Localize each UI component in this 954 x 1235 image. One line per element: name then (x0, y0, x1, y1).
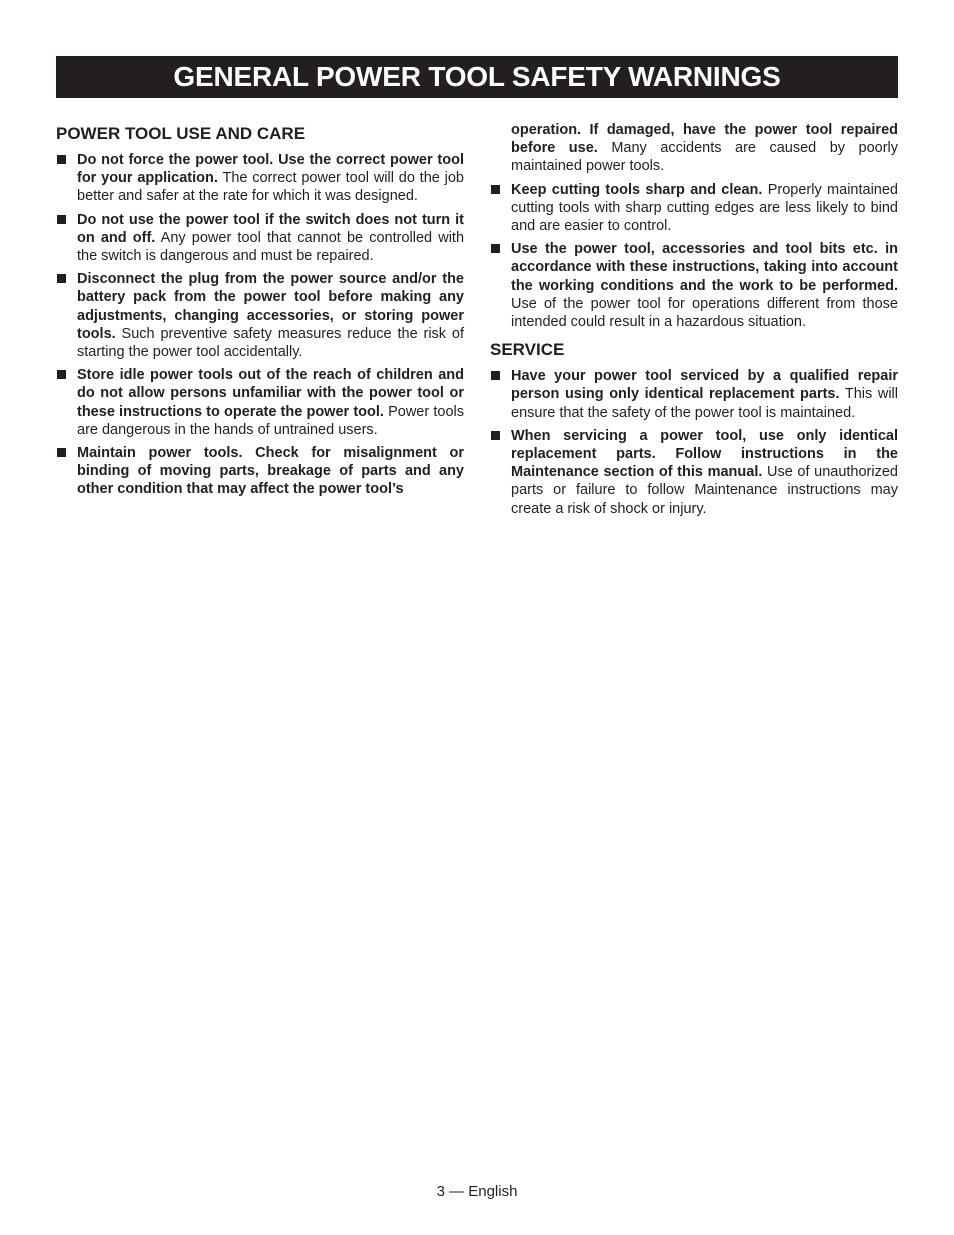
item-bold-text: Disconnect the plug from the power source and/or the battery pack from the power tool before making any adjustments, changing accessories, or storing power tools. (77, 271, 464, 342)
item-body-text: Use of the power tool for operations different from those intended could result in a hazardous situation. (511, 295, 898, 331)
item-bold-text: operation. If damaged, have the power tool repaired before use. (511, 122, 898, 157)
square-bullet-icon (491, 371, 500, 380)
list-item (490, 367, 898, 422)
item-body-text: This will ensure that the safety of the power tool is maintained. (511, 386, 898, 421)
item-body-text: Many accidents are caused by poorly maintained power tools. (511, 140, 899, 175)
square-bullet-icon (57, 274, 66, 283)
list-item (56, 270, 464, 361)
item-bold-text: Store idle power tools out of the reach of children and do not allow persons unfamiliar with the power tool or these instructions to operate the power tool. (77, 367, 464, 420)
item-bold-text: When servicing a power tool, use only identical replacement parts. Follow instructions in the Maintenance section of this manual. (511, 427, 898, 481)
page-number-label: 3 — English (436, 1183, 518, 1200)
square-bullet-icon (491, 185, 500, 194)
item-bold-text: Maintain power tools. Check for misalignment or binding of moving parts, breakage of parts and any other condition that may affect the power tool’s (77, 445, 464, 498)
list-item-continuation (490, 121, 898, 176)
square-bullet-icon (57, 370, 66, 379)
page-title-banner (56, 56, 898, 98)
item-body-text: The correct power tool will do the job better and safer at the rate for which it was designed. (77, 170, 464, 205)
list-item (56, 151, 464, 206)
item-bold-text: Use the power tool, accessories and tool bits etc. in accordance with these instructions, taking into account the working conditions and the work to be performed. (511, 241, 898, 294)
item-body-text: Use of unauthorized parts or failure to follow Maintenance instructions may create a risk of shock or injury. (511, 464, 898, 517)
square-bullet-icon (491, 431, 500, 440)
list-item (56, 366, 464, 439)
service-list (490, 367, 898, 518)
section-heading-use-and-care: POWER TOOL USE AND CARE (56, 124, 306, 143)
square-bullet-icon (57, 448, 66, 457)
page-footer (0, 1183, 954, 1200)
list-item (56, 211, 464, 266)
list-item (490, 181, 898, 236)
square-bullet-icon (57, 215, 66, 224)
square-bullet-icon (491, 244, 500, 253)
item-bold-text: Do not use the power tool if the switch does not turn it on and off. (77, 211, 464, 246)
item-bold-text: Keep cutting tools sharp and clean. (511, 181, 763, 198)
section-heading-service: SERVICE (490, 340, 565, 360)
right-column (490, 121, 898, 523)
use-and-care-list (56, 151, 464, 499)
item-body-text: Properly maintained cutting tools with sharp cutting edges are less likely to bind and are easier to control. (511, 181, 898, 235)
page-title: GENERAL POWER TOOL SAFETY WARNINGS (173, 61, 781, 92)
item-body-text: Power tools are dangerous in the hands of untrained users. (77, 403, 464, 438)
list-item (490, 240, 898, 331)
item-bold-text: Do not force the power tool. Use the correct power tool for your application. (77, 152, 464, 187)
item-bold-text: Have your power tool serviced by a qualified repair person using only identical replacement parts. (511, 368, 898, 403)
square-bullet-icon (57, 155, 66, 164)
left-column (56, 121, 464, 504)
item-body-text: Any power tool that cannot be controlled with the switch is dangerous and must be repaired. (77, 229, 465, 265)
item-body-text: Such preventive safety measures reduce the risk of starting the power tool accidentally. (77, 325, 464, 361)
list-item (56, 444, 464, 499)
list-item (490, 427, 898, 518)
use-and-care-list-continued (490, 121, 898, 331)
